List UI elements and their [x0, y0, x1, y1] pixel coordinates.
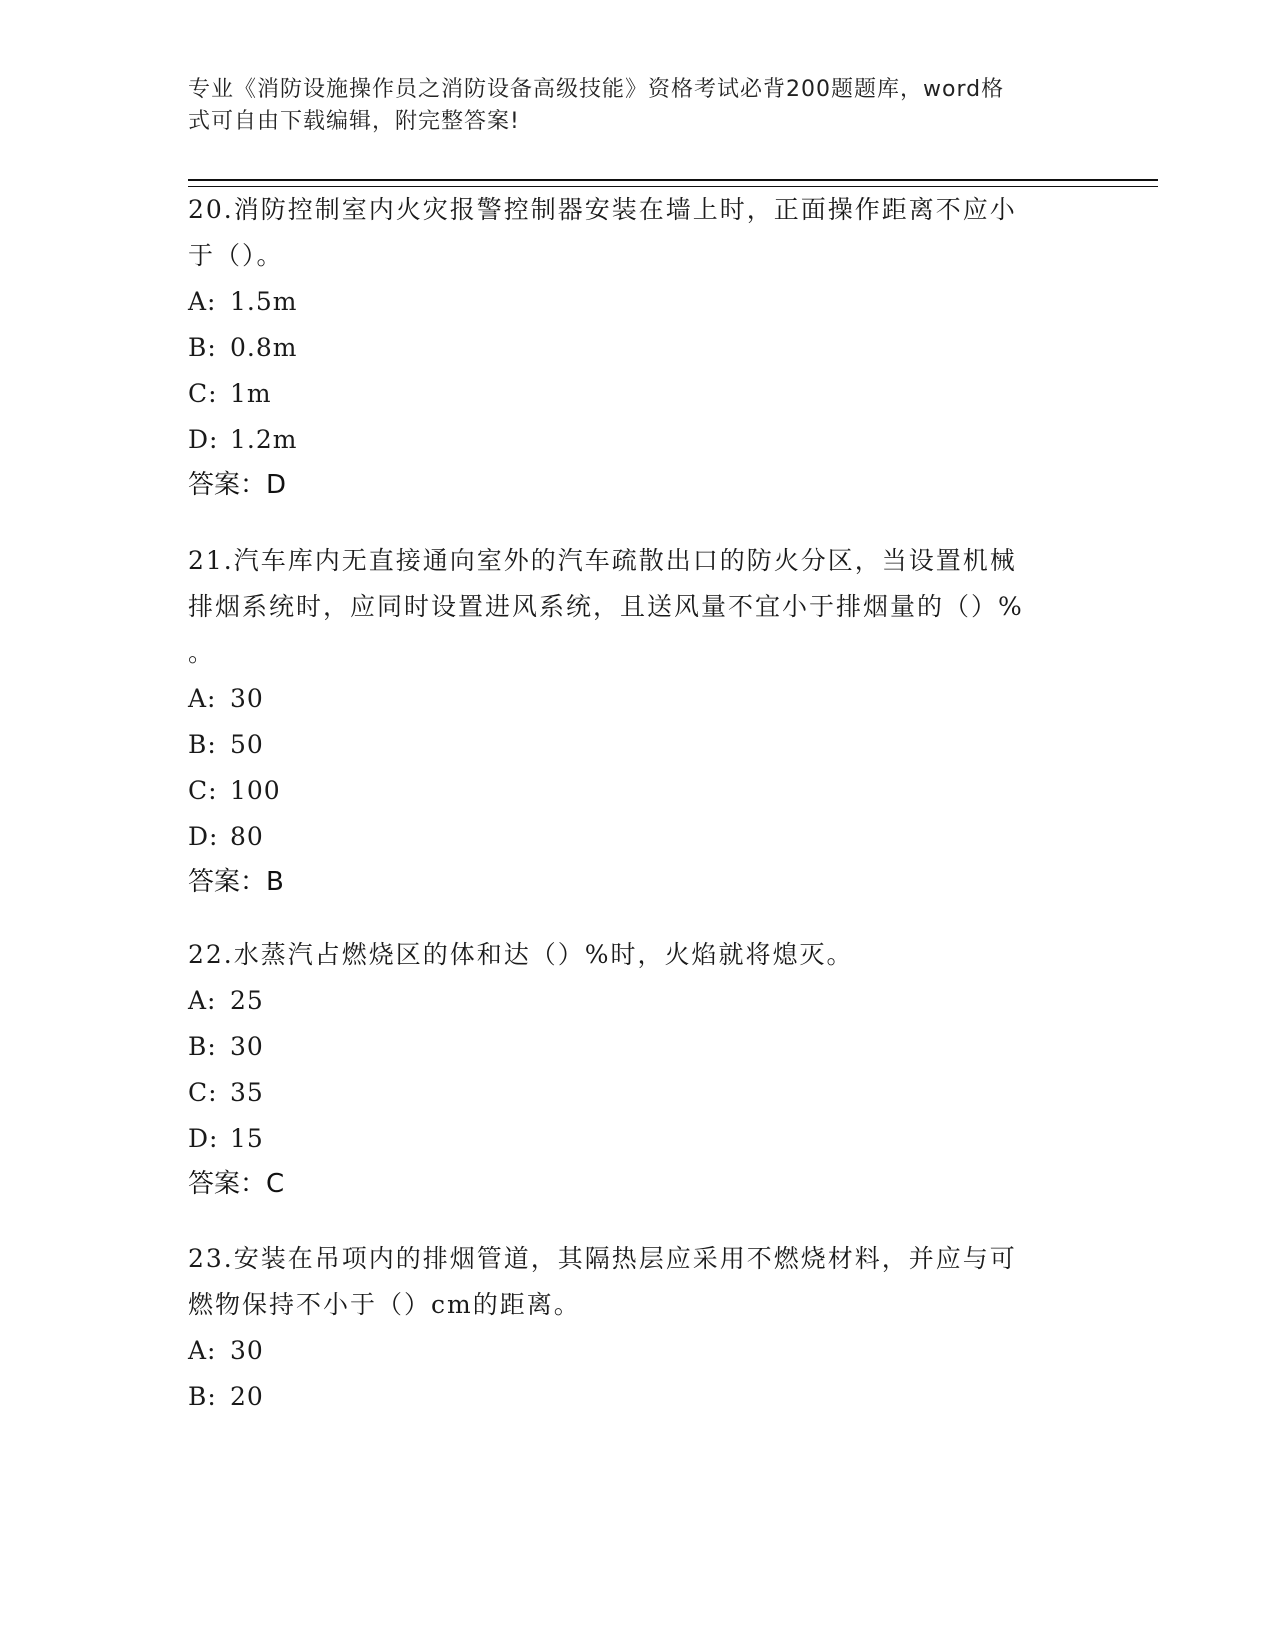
option-d	[188, 417, 1088, 463]
question-23	[188, 1236, 1088, 1420]
header-line-1: 专业《消防设施操作员之消防设备高级技能》资格考试必背200题题库，word格	[188, 77, 1005, 102]
header-divider-thick	[188, 179, 1158, 181]
question-stem-line: 燃物保持不小于（）cm的距离。	[188, 1290, 581, 1319]
option-value: 1m	[230, 379, 272, 408]
option-a	[188, 978, 1088, 1024]
option-value: 25	[230, 986, 264, 1015]
question-stem-line: 23.安装在吊项内的排烟管道，其隔热层应采用不燃烧材料，并应与可	[188, 1244, 1017, 1273]
option-label: A:	[188, 986, 217, 1015]
option-value: 30	[230, 1032, 264, 1061]
answer-line: 答案：B	[188, 867, 284, 897]
option-label: B:	[188, 730, 217, 759]
question-stem-line: 22.水蒸汽占燃烧区的体和达（）%时，火焰就将熄灭。	[188, 940, 854, 969]
option-value: 30	[230, 684, 264, 713]
answer-line: 答案：C	[188, 1169, 285, 1199]
option-value: 30	[230, 1336, 264, 1365]
option-a	[188, 279, 1088, 325]
option-value: 1.5m	[230, 287, 298, 316]
option-b	[188, 722, 1088, 768]
option-value: 1.2m	[230, 425, 298, 454]
option-value: 15	[230, 1124, 264, 1153]
option-label: C:	[188, 379, 218, 408]
document-header	[188, 74, 1068, 138]
question-21	[188, 538, 1088, 904]
question-stem-line: 20.消防控制室内火灾报警控制器安装在墙上时，正面操作距离不应小	[188, 195, 1017, 224]
option-c	[188, 371, 1088, 417]
option-label: A:	[188, 684, 217, 713]
option-value: 50	[230, 730, 264, 759]
question-20	[188, 187, 1088, 507]
header-line-2: 式可自由下载编辑，附完整答案!	[188, 109, 520, 134]
option-c	[188, 768, 1088, 814]
option-label: C:	[188, 776, 218, 805]
option-label: B:	[188, 333, 217, 362]
option-label: C:	[188, 1078, 218, 1107]
option-b	[188, 1024, 1088, 1070]
option-d	[188, 814, 1088, 860]
option-value: 20	[230, 1382, 264, 1411]
answer-line: 答案：D	[188, 470, 287, 500]
option-b	[188, 325, 1088, 371]
option-value: 100	[230, 776, 281, 805]
option-label: A:	[188, 287, 217, 316]
option-label: B:	[188, 1032, 217, 1061]
option-value: 80	[230, 822, 264, 851]
option-value: 35	[230, 1078, 264, 1107]
question-22	[188, 932, 1088, 1206]
option-a	[188, 1328, 1088, 1374]
option-label: D:	[188, 1124, 219, 1153]
option-label: D:	[188, 822, 219, 851]
option-c	[188, 1070, 1088, 1116]
option-label: B:	[188, 1382, 217, 1411]
option-label: D:	[188, 425, 219, 454]
question-stem-line: 21.汽车库内无直接通向室外的汽车疏散出口的防火分区，当设置机械	[188, 546, 1017, 575]
option-a	[188, 676, 1088, 722]
option-d	[188, 1116, 1088, 1162]
question-stem-line: 排烟系统时，应同时设置进风系统，且送风量不宜小于排烟量的（）%	[188, 592, 1024, 621]
question-stem-line: 于（）。	[188, 241, 284, 270]
option-label: A:	[188, 1336, 217, 1365]
option-value: 0.8m	[230, 333, 298, 362]
option-b	[188, 1374, 1088, 1420]
question-stem-line: 。	[188, 638, 216, 667]
